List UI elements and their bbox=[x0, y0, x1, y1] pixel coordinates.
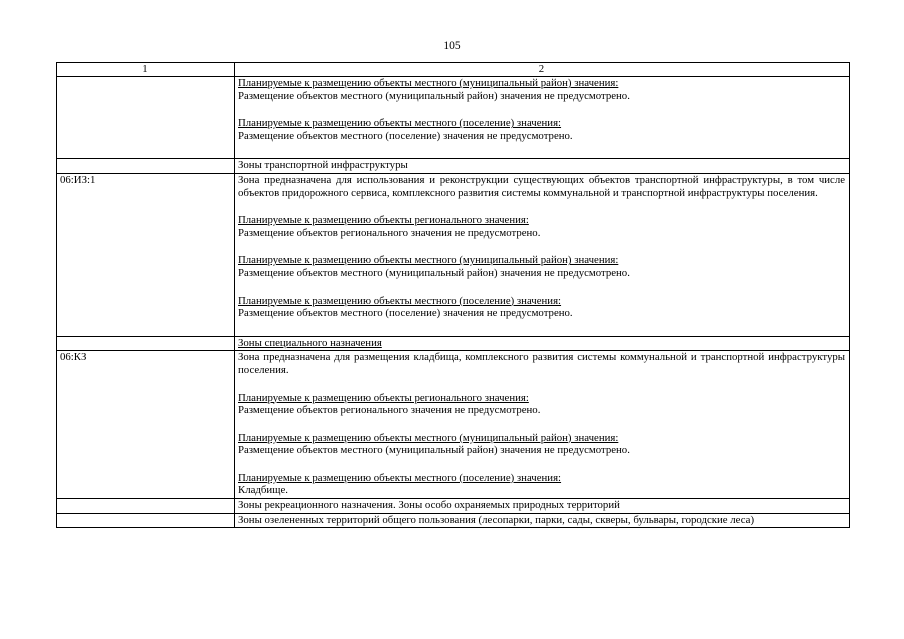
section-title: Зоны рекреационного назначения. Зоны особо охраняемых природных территорий bbox=[235, 499, 850, 514]
block-text: Кладбище. bbox=[238, 484, 288, 497]
column-header-1: 1 bbox=[57, 63, 235, 77]
section-row bbox=[57, 336, 850, 351]
section-title: Зоны специального назначения bbox=[235, 336, 850, 351]
block-title: Планируемые к размещению объекты местного (муниципальный район) значения: bbox=[238, 77, 619, 89]
zone-code-cell bbox=[57, 77, 235, 159]
zone-content-cell bbox=[235, 77, 850, 159]
section-row bbox=[57, 499, 850, 514]
block-title: Планируемые к размещению объекты местного (муниципальный район) значения: bbox=[238, 254, 619, 267]
table-row bbox=[57, 173, 850, 336]
block-title: Планируемые к размещению объекты местного (поселение) значения: bbox=[238, 117, 562, 130]
table-row bbox=[57, 77, 850, 159]
zones-table bbox=[56, 62, 850, 528]
block-text: Размещение объектов регионального значения не предусмотрено. bbox=[238, 404, 541, 417]
zone-description: Зона предназначена для использования и реконструкции существующих объектов транспортной инфраструктуры, в том числе объектов придорожного сервиса, комплексного развития системы коммунальной и транспортной инфраструктуры поселения. bbox=[238, 173, 845, 199]
table-row bbox=[57, 351, 850, 499]
block-text: Размещение объектов местного (поселение) значения не предусмотрено. bbox=[238, 129, 573, 142]
table-row bbox=[57, 513, 850, 528]
section-title: Зоны транспортной инфраструктуры bbox=[235, 159, 850, 174]
zone-content-cell bbox=[235, 173, 850, 336]
page-number: 105 bbox=[443, 40, 461, 52]
zone-content-cell bbox=[235, 351, 850, 499]
table-header-row bbox=[57, 63, 850, 77]
zone-code-cell: 06:ИЗ:1 bbox=[57, 173, 235, 336]
block-title: Планируемые к размещению объекты местного (муниципальный район) значения: bbox=[238, 431, 619, 444]
block-text: Размещение объектов местного (муниципальный район) значения не предусмотрено. bbox=[238, 89, 630, 102]
block-title: Планируемые к размещению объекты местного (поселение) значения: bbox=[238, 294, 562, 307]
zone-code-cell: 06:КЗ bbox=[57, 351, 235, 499]
block-text: Размещение объектов регионального значения не предусмотрено. bbox=[238, 226, 541, 239]
zone-code-cell bbox=[57, 513, 235, 528]
block-title: Планируемые к размещению объекты регионального значения: bbox=[238, 214, 529, 227]
block-text: Размещение объектов местного (муниципальный район) значения не предусмотрено. bbox=[238, 444, 630, 457]
section-row bbox=[57, 159, 850, 174]
block-title: Планируемые к размещению объекты регионального значения: bbox=[238, 391, 529, 404]
zone-description: Зона предназначена для размещения кладбища, комплексного развития системы коммунальной и транспортной инфраструктуры поселения. bbox=[238, 351, 845, 376]
block-text: Размещение объектов местного (муниципальный район) значения не предусмотрено. bbox=[238, 266, 630, 279]
column-header-2: 2 bbox=[235, 63, 850, 77]
block-text: Размещение объектов местного (поселение) значения не предусмотрено. bbox=[238, 307, 573, 320]
zone-description: Зоны озелененных территорий общего пользования (лесопарки, парки, сады, скверы, бульвары, городские леса) bbox=[235, 513, 850, 528]
block-title: Планируемые к размещению объекты местного (поселение) значения: bbox=[238, 471, 562, 484]
